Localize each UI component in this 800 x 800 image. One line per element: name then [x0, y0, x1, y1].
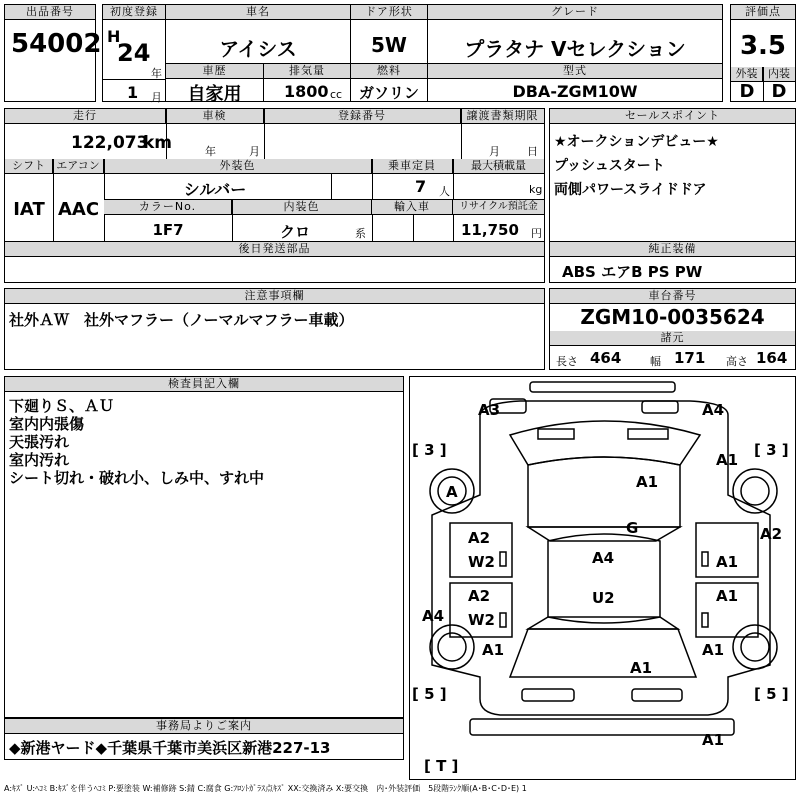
displacement-box	[263, 63, 351, 102]
score-label: 評価点	[731, 5, 795, 20]
bracket-t: [ T ]	[424, 757, 459, 775]
displacement-label: 排気量	[264, 64, 350, 79]
import-label: 輸入車	[372, 200, 453, 215]
displacement: 1800	[284, 82, 329, 101]
notes-box	[4, 288, 545, 370]
capacity-label: 乗車定員	[372, 159, 453, 174]
era: H	[107, 27, 121, 46]
mark-a1-bottom: A1	[702, 731, 725, 749]
chassis-label: 車台番号	[550, 289, 795, 304]
sales-label: セールスポイント	[550, 109, 795, 124]
displacement-unit: cc	[330, 88, 343, 101]
mark-a1-right-front: A1	[716, 451, 739, 469]
lot-number: 54002	[11, 29, 102, 59]
mark-a1-right-2: A1	[716, 553, 739, 571]
sales-line-3: 両側パワースライドドア	[554, 182, 707, 198]
int-label: 内装	[763, 67, 795, 82]
color-label: 外装色	[104, 159, 372, 174]
bracket-top-right: [ 3 ]	[754, 441, 789, 459]
bracket-bottom-right: [ 5 ]	[754, 685, 789, 703]
mark-a1-left-3: A1	[482, 641, 505, 659]
chassis-number: ZGM10-0035624	[580, 305, 765, 329]
inspector-line-2: 室内内張傷	[9, 415, 85, 433]
color: シルバー	[183, 180, 247, 199]
later-parts-box	[4, 241, 545, 283]
color-no: 1F7	[152, 221, 184, 239]
car-name: アイシス	[219, 37, 297, 61]
height-label: 高さ	[726, 355, 748, 368]
mark-a-wheel: A	[446, 483, 458, 501]
doors-box	[350, 4, 428, 64]
transfer-label: 譲渡書類期限	[461, 109, 544, 124]
equip-box	[549, 241, 796, 283]
bracket-bottom-left: [ 5 ]	[412, 685, 447, 703]
history: 自家用	[187, 84, 242, 105]
office-label: 事務局よりご案内	[5, 719, 403, 734]
office-box	[4, 718, 404, 760]
lot-box	[4, 4, 102, 102]
ext-grade: D	[739, 81, 755, 102]
sales-line-2: プッシュスタート	[554, 158, 665, 174]
model-label: 型式	[428, 64, 722, 79]
inspection-label: 車検	[166, 109, 264, 124]
doors-label: ドア形状	[351, 5, 427, 20]
car-name-label: 車名	[166, 5, 350, 20]
transfer-day-unit: 日	[527, 145, 538, 158]
recycle-label: リサイクル預託金	[453, 200, 544, 215]
equip-label: 純正装備	[550, 242, 795, 257]
grade: プラタナ Vセレクション	[464, 37, 686, 61]
mark-a2-left-2: A2	[468, 587, 491, 605]
mark-g: G	[626, 519, 639, 537]
int-color: クロ	[279, 223, 310, 241]
ac-label: エアコン	[53, 159, 104, 174]
inspector-label: 検査員記入欄	[5, 377, 403, 392]
year-unit: 年	[151, 67, 162, 80]
chassis-box	[549, 288, 796, 370]
inspector-line-4: 室内汚れ	[9, 451, 70, 469]
car-name-box	[165, 4, 351, 64]
mark-a4-left: A4	[422, 607, 445, 625]
history-box	[165, 63, 264, 105]
fuel-label: 燃料	[351, 64, 427, 79]
inspector-line-3: 天張汚れ	[9, 433, 70, 451]
reg-year: 24	[117, 39, 151, 67]
model: DBA-ZGM10W	[512, 82, 638, 101]
color-no-label: カラーNo.	[104, 200, 232, 215]
lot-label: 出品番号	[5, 5, 95, 20]
mileage: 122,073	[71, 133, 149, 153]
mark-a2-left-1: A2	[468, 529, 491, 547]
load-unit: kg	[529, 183, 543, 196]
reg-month: 1	[127, 83, 139, 102]
shift-label: シフト	[5, 159, 53, 174]
car-diagram	[409, 376, 796, 780]
insp-year-unit: 年	[205, 145, 216, 158]
int-color-label: 内装色	[232, 200, 372, 215]
width-label: 幅	[650, 355, 661, 368]
history-label: 車歴	[166, 64, 263, 79]
mark-a3: A3	[478, 401, 501, 419]
ext-label: 外装	[731, 67, 763, 82]
sales-box	[549, 108, 796, 242]
sales-line-1: ★オークションデビュー★	[554, 134, 719, 150]
mark-w2-left-1: W2	[468, 553, 495, 571]
recycle-unit: 円	[531, 227, 542, 240]
bracket-top-left: [ 3 ]	[412, 441, 447, 459]
score: 3.5	[739, 31, 787, 61]
mark-a4-center: A4	[592, 549, 615, 567]
width: 171	[674, 349, 706, 367]
registration-box	[102, 4, 166, 102]
shift: IAT	[13, 199, 45, 220]
transfer-month-unit: 月	[489, 145, 500, 158]
equip-value: ABS エアB PS PW	[562, 263, 703, 281]
height: 164	[756, 349, 788, 367]
mark-a1-right-4: A1	[702, 641, 725, 659]
mark-u2: U2	[592, 589, 615, 607]
mark-a2-right: A2	[760, 525, 783, 543]
recycle: 11,750	[461, 221, 519, 239]
grade-box	[427, 4, 723, 64]
notes-label: 注意事項欄	[5, 289, 544, 304]
grade-label: グレード	[428, 5, 722, 20]
office-value: ◆新港ヤード◆千葉県千葉市美浜区新港227-13	[9, 739, 331, 757]
mark-a1-right-3: A1	[716, 587, 739, 605]
length-label: 長さ	[556, 355, 578, 368]
registration-label: 初度登録	[103, 5, 165, 20]
dims-label: 諸元	[550, 331, 795, 346]
ac: AAC	[57, 199, 100, 220]
inspector-box	[4, 376, 404, 718]
mark-a1-roof: A1	[636, 473, 659, 491]
fuel-box	[350, 63, 428, 102]
inspector-line-5: シート切れ・破れ小、しみ中、すれ中	[9, 469, 265, 487]
insp-month-unit: 月	[249, 145, 260, 158]
inspector-line-1: 下廻りＳ、ＡＵ	[9, 397, 115, 415]
plate-label: 登録番号	[264, 109, 461, 124]
mark-a4-top-right: A4	[702, 401, 725, 419]
int-color-unit: 系	[355, 227, 366, 240]
doors: 5W	[371, 33, 407, 57]
notes-value: 社外ＡＷ 社外マフラー（ノーマルマフラー車載）	[9, 311, 354, 329]
mileage-unit: km	[143, 133, 173, 153]
month-unit: 月	[151, 91, 162, 104]
capacity-unit: 人	[439, 185, 450, 198]
int-grade: D	[771, 81, 787, 102]
load-label: 最大積載量	[453, 159, 544, 174]
mileage-label: 走行	[5, 109, 166, 124]
fuel: ガソリン	[358, 84, 419, 102]
later-parts-label: 後日発送部品	[5, 242, 544, 257]
legend: A:ｷｽﾞ U:ﾍｺﾐ B:ｷｽﾞを伴うﾍｺﾐ P:要塗装 W:補修跡 S:錆 C:腐食 G:ﾌﾛﾝﾄｶﾞﾗｽ点ｷｽﾞ XX:交換済み X:要交換 内･外装評価 5段階ﾗﾝｸ順(A･B･C･D･E) 1	[4, 784, 527, 793]
capacity: 7	[415, 177, 427, 196]
detail-box	[4, 108, 545, 242]
score-box	[730, 4, 796, 102]
model-box	[427, 63, 723, 102]
mark-a1-center: A1	[630, 659, 653, 677]
car-outline-svg	[410, 377, 795, 779]
mark-w2-left-2: W2	[468, 611, 495, 629]
length: 464	[590, 349, 622, 367]
